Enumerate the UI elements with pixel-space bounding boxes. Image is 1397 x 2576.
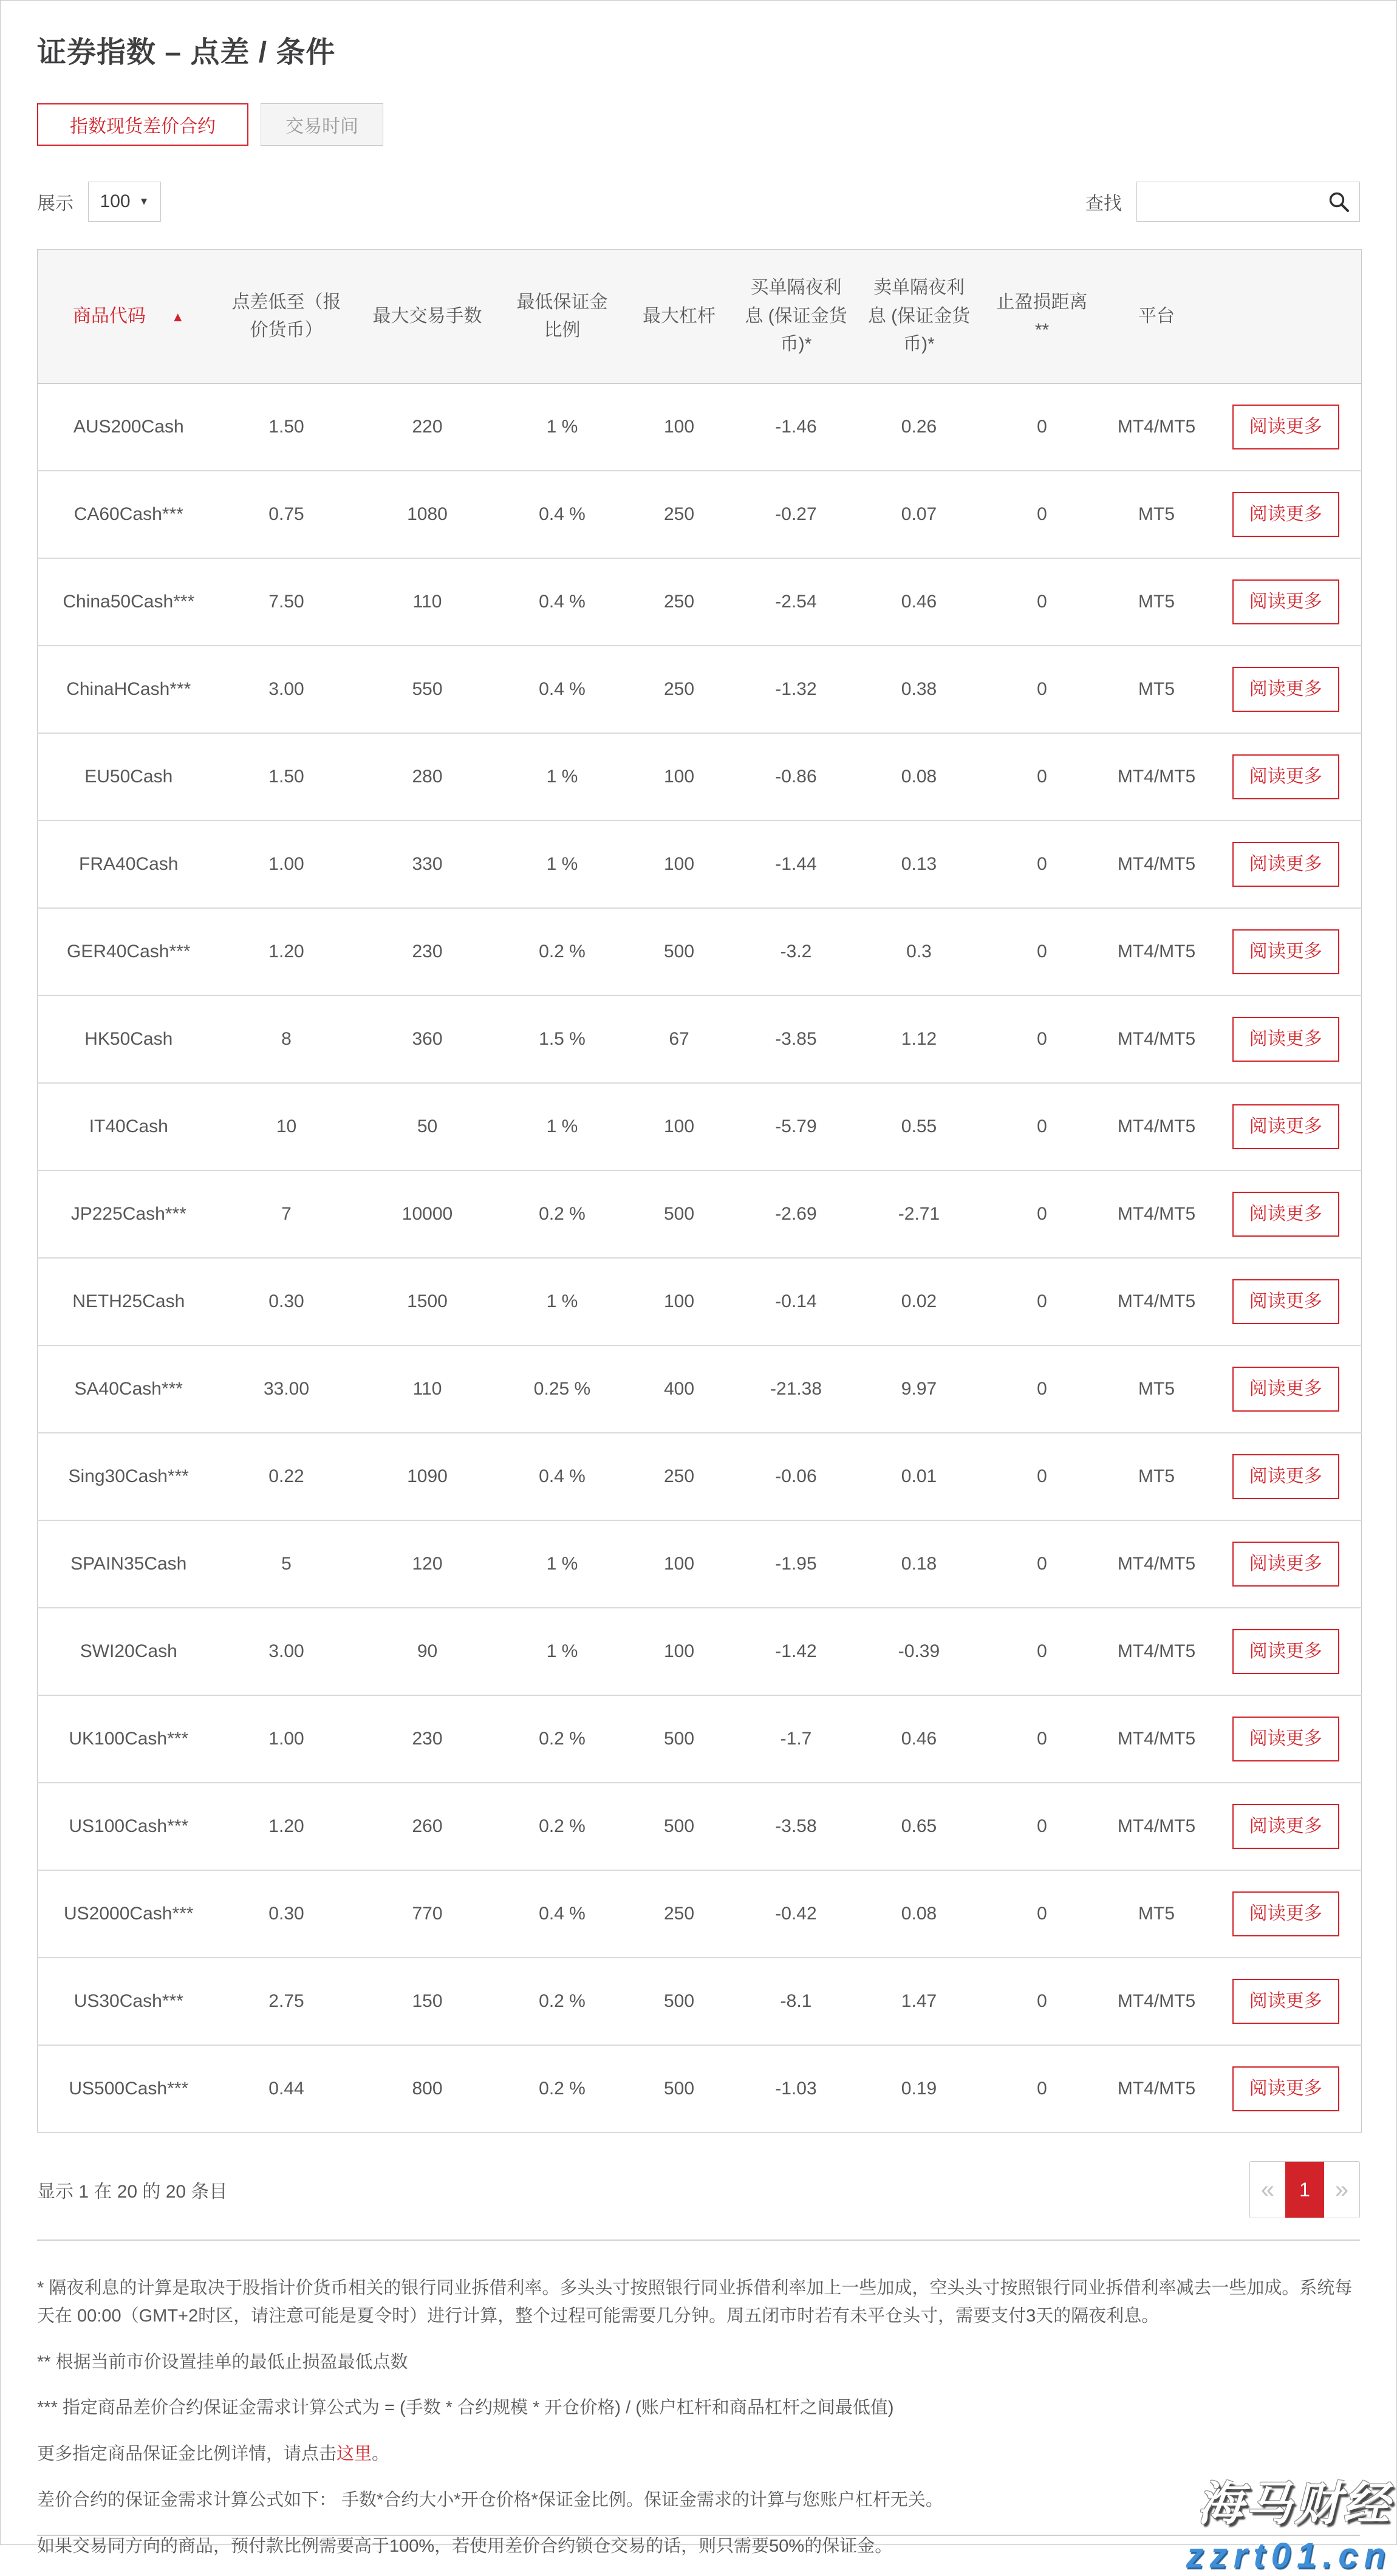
table-row xyxy=(38,1783,1362,1870)
cell-spread: 0.30 xyxy=(220,1870,354,1958)
table-body xyxy=(38,384,1362,2133)
footnote-margin-link-line: 更多指定商品保证金比例详情，请点击这里。 xyxy=(37,2444,390,2464)
cell-platform: MT5 xyxy=(1103,558,1211,646)
cell-sell-swap: 0.26 xyxy=(901,417,937,437)
cell-max-leverage: 500 xyxy=(623,1695,736,1783)
cell-buy-swap: -21.38 xyxy=(736,1345,857,1433)
cell-sell-swap: 1.12 xyxy=(857,996,982,1083)
cell-stop-distance: 0 xyxy=(982,1170,1103,1258)
cell-min-margin: 0.25 % xyxy=(502,1345,623,1433)
table-row xyxy=(38,1083,1362,1170)
cell-stop-distance: 0 xyxy=(982,733,1103,821)
read-more-button[interactable]: 阅读更多 xyxy=(1232,1542,1339,1587)
cell-buy-swap: -0.86 xyxy=(736,733,857,821)
cell-actions xyxy=(1211,821,1362,908)
cell-stop-distance: 0 xyxy=(982,908,1103,996)
cell-platform: MT4/MT5 xyxy=(1103,1258,1211,1345)
cell-code: China50Cash*** xyxy=(38,558,220,646)
table-header-row xyxy=(38,250,1362,384)
cell-platform: MT5 xyxy=(1103,1433,1211,1520)
cell-max-leverage: 100 xyxy=(623,821,736,908)
cell-max-leverage: 100 xyxy=(623,1083,736,1170)
cell-stop-distance: 0 xyxy=(982,1083,1103,1170)
cell-stop-distance: 0 xyxy=(982,558,1103,646)
cell-sell-swap: 0.01 xyxy=(857,1433,982,1520)
cell-stop-distance: 0 xyxy=(982,1520,1103,1608)
cell-actions xyxy=(1211,1520,1362,1608)
cell-buy-swap: -3.58 xyxy=(736,1783,857,1870)
read-more-button[interactable]: 阅读更多 xyxy=(1232,579,1339,624)
here-link[interactable]: 这里 xyxy=(336,2444,372,2464)
cell-actions xyxy=(1211,733,1362,821)
table-row xyxy=(38,821,1362,908)
read-more-button[interactable]: 阅读更多 xyxy=(1232,1192,1339,1237)
cell-max-lots: 120 xyxy=(354,1520,502,1608)
table-row xyxy=(38,1958,1362,2045)
cell-max-leverage: 100 xyxy=(623,733,736,821)
cell-max-leverage: 67 xyxy=(623,996,736,1083)
pagination-page-1[interactable]: 1 xyxy=(1285,2162,1324,2218)
cell-min-margin: 0.4 % xyxy=(502,646,623,733)
cell-buy-swap: -2.54 xyxy=(736,558,857,646)
cell-platform: MT4/MT5 xyxy=(1117,417,1196,437)
results-summary: 显示 1 在 20 的 20 条目 xyxy=(37,2182,228,2202)
cell-buy-swap: -0.42 xyxy=(736,1870,857,1958)
pagination-prev-button[interactable]: « xyxy=(1250,2162,1285,2218)
read-more-button[interactable]: 阅读更多 xyxy=(1232,1629,1339,1674)
cell-buy-swap: -0.14 xyxy=(736,1258,857,1345)
cell-buy-swap: -2.69 xyxy=(736,1170,857,1258)
cell-actions xyxy=(1211,384,1362,471)
cell-sell-swap: 0.65 xyxy=(857,1783,982,1870)
cell-min-margin: 1 % xyxy=(502,1083,623,1170)
cell-sell-swap: 0.02 xyxy=(857,1258,982,1345)
footnote-margin-formula: *** 指定商品差价合约保证金需求计算公式为 = (手数 * 合约规模 * 开仓价格) / (账户杠杆和商品杠杆之间最低值) xyxy=(37,2398,894,2418)
table-row xyxy=(38,1258,1362,1345)
cell-stop-distance: 0 xyxy=(982,821,1103,908)
cell-actions xyxy=(1211,1170,1362,1258)
cell-sell-swap: 0.38 xyxy=(857,646,982,733)
cell-code: US30Cash*** xyxy=(38,1958,220,2045)
footnote-stop-level: ** 根据当前市价设置挂单的最低止损盈最低点数 xyxy=(37,2352,408,2372)
cell-spread: 1.00 xyxy=(220,821,354,908)
cell-max-leverage: 500 xyxy=(623,1958,736,2045)
cell-spread: 5 xyxy=(220,1520,354,1608)
table-row xyxy=(38,2045,1362,2133)
cell-max-lots: 550 xyxy=(354,646,502,733)
table-row xyxy=(38,646,1362,733)
search-label: 查找 xyxy=(1085,194,1122,214)
table-row xyxy=(38,1433,1362,1520)
cell-spread: 1.20 xyxy=(220,908,354,996)
cell-buy-swap: -1.42 xyxy=(736,1608,857,1695)
cell-platform: MT4/MT5 xyxy=(1103,821,1211,908)
cell-stop-distance: 0 xyxy=(1037,417,1047,437)
cell-spread: 1.00 xyxy=(220,1695,354,1783)
cell-max-lots: 90 xyxy=(354,1608,502,1695)
tab-index-cash-cfd[interactable]: 指数现货差价合约 xyxy=(37,103,248,146)
cell-platform: MT4/MT5 xyxy=(1103,1958,1211,2045)
cell-max-lots: 10000 xyxy=(354,1170,502,1258)
cell-spread: 7.50 xyxy=(220,558,354,646)
header-min-margin[interactable]: 最低保证金比例 xyxy=(502,250,623,384)
cell-buy-swap: -3.2 xyxy=(736,908,857,996)
cell-actions xyxy=(1211,646,1362,733)
divider xyxy=(37,2239,1360,2241)
cell-stop-distance: 0 xyxy=(982,1345,1103,1433)
cell-max-lots: 330 xyxy=(354,821,502,908)
header-buy-swap[interactable]: 买单隔夜利息 (保证金货币)* xyxy=(736,250,857,384)
table-row xyxy=(38,1170,1362,1258)
cell-sell-swap: 0.08 xyxy=(857,733,982,821)
cell-stop-distance: 0 xyxy=(982,1958,1103,2045)
read-more-button[interactable]: 阅读更多 xyxy=(1232,929,1339,974)
cell-platform: MT4/MT5 xyxy=(1103,2045,1211,2133)
cell-max-leverage: 250 xyxy=(623,558,736,646)
cell-code: ChinaHCash*** xyxy=(38,646,220,733)
cell-sell-swap: 0.46 xyxy=(857,1695,982,1783)
cell-max-lots: 800 xyxy=(354,2045,502,2133)
read-more-button[interactable]: 阅读更多 xyxy=(1232,754,1339,799)
cell-min-margin: 1 % xyxy=(546,417,578,437)
cell-buy-swap: -1.7 xyxy=(736,1695,857,1783)
cell-max-lots: 280 xyxy=(354,733,502,821)
pagination xyxy=(1249,2161,1360,2218)
cell-actions xyxy=(1211,1608,1362,1695)
cell-buy-swap: -3.85 xyxy=(736,996,857,1083)
cell-code: US500Cash*** xyxy=(38,2045,220,2133)
cell-max-leverage: 250 xyxy=(623,646,736,733)
table-row xyxy=(38,1695,1362,1783)
cell-platform: MT4/MT5 xyxy=(1103,1520,1211,1608)
table-row xyxy=(38,384,1362,471)
cell-stop-distance: 0 xyxy=(982,1870,1103,1958)
cell-code: FRA40Cash xyxy=(38,821,220,908)
cell-sell-swap: -0.39 xyxy=(857,1608,982,1695)
cell-max-lots: 360 xyxy=(354,996,502,1083)
cell-code: SPAIN35Cash xyxy=(38,1520,220,1608)
footnote-cfd-margin: 差价合约的保证金需求计算公式如下： 手数*合约大小*开仓价格*保证金比例。保证金需求的计算与您账户杠杆无关。 xyxy=(37,2490,943,2510)
cell-max-lots: 110 xyxy=(354,1345,502,1433)
cell-buy-swap: -0.27 xyxy=(736,471,857,558)
header-max-lots[interactable]: 最大交易手数 xyxy=(354,250,502,384)
read-more-button[interactable]: 阅读更多 xyxy=(1232,405,1339,449)
read-more-button[interactable]: 阅读更多 xyxy=(1232,1717,1339,1761)
cell-max-leverage: 500 xyxy=(623,2045,736,2133)
cell-code: IT40Cash xyxy=(38,1083,220,1170)
read-more-button[interactable]: 阅读更多 xyxy=(1232,1891,1339,1936)
cell-min-margin: 1.5 % xyxy=(502,996,623,1083)
cell-max-leverage: 500 xyxy=(623,1783,736,1870)
cell-spread: 0.44 xyxy=(220,2045,354,2133)
cell-min-margin: 0.2 % xyxy=(502,2045,623,2133)
cell-max-lots: 260 xyxy=(354,1783,502,1870)
cell-platform: MT5 xyxy=(1103,646,1211,733)
cell-min-margin: 0.4 % xyxy=(502,558,623,646)
cell-actions xyxy=(1211,2045,1362,2133)
cell-code: Sing30Cash*** xyxy=(38,1433,220,1520)
cell-max-lots: 1500 xyxy=(354,1258,502,1345)
cell-actions xyxy=(1211,1083,1362,1170)
cell-sell-swap: 9.97 xyxy=(857,1345,982,1433)
read-more-button[interactable]: 阅读更多 xyxy=(1232,1279,1339,1324)
cell-buy-swap: -1.46 xyxy=(775,417,817,437)
cell-buy-swap: -1.32 xyxy=(736,646,857,733)
tab-trading-hours[interactable]: 交易时间 xyxy=(261,103,383,146)
cell-stop-distance: 0 xyxy=(982,1258,1103,1345)
header-platform[interactable]: 平台 xyxy=(1103,250,1211,384)
cell-code: US2000Cash*** xyxy=(38,1870,220,1958)
watermark-brand: 海马财经 xyxy=(1197,2478,1392,2530)
spreads-table xyxy=(37,249,1362,2133)
cell-min-margin: 0.4 % xyxy=(502,1433,623,1520)
cell-max-lots: 1090 xyxy=(354,1433,502,1520)
cell-actions xyxy=(1211,558,1362,646)
table-controls xyxy=(37,181,1360,222)
cell-code: CA60Cash*** xyxy=(38,471,220,558)
sort-asc-icon: ▲ xyxy=(171,309,185,324)
cell-stop-distance: 0 xyxy=(982,1433,1103,1520)
cell-min-margin: 1 % xyxy=(502,821,623,908)
cell-min-margin: 0.2 % xyxy=(502,1783,623,1870)
cell-sell-swap: 0.07 xyxy=(857,471,982,558)
cell-max-lots: 1080 xyxy=(354,471,502,558)
read-more-button[interactable]: 阅读更多 xyxy=(1232,2066,1339,2111)
cell-min-margin: 0.2 % xyxy=(502,1958,623,2045)
cell-spread: 2.75 xyxy=(220,1958,354,2045)
watermark-site: zzrt01.cn xyxy=(1186,2536,1392,2575)
footnotes xyxy=(37,2275,1360,2561)
cell-stop-distance: 0 xyxy=(982,1783,1103,1870)
bottom-divider xyxy=(37,2535,1360,2536)
cell-max-lots: 110 xyxy=(354,558,502,646)
cell-spread: 3.00 xyxy=(220,646,354,733)
cell-min-margin: 1 % xyxy=(502,1608,623,1695)
cell-sell-swap: 0.18 xyxy=(857,1520,982,1608)
cell-min-margin: 0.2 % xyxy=(502,908,623,996)
table-row xyxy=(38,1345,1362,1433)
cell-buy-swap: -1.03 xyxy=(736,2045,857,2133)
cell-max-lots: 230 xyxy=(354,908,502,996)
cell-buy-swap: -0.06 xyxy=(736,1433,857,1520)
cell-spread: 0.75 xyxy=(220,471,354,558)
table-row xyxy=(38,1608,1362,1695)
cell-actions xyxy=(1211,471,1362,558)
cell-min-margin: 0.4 % xyxy=(502,471,623,558)
cell-buy-swap: -1.95 xyxy=(736,1520,857,1608)
cell-min-margin: 1 % xyxy=(502,733,623,821)
cell-code: UK100Cash*** xyxy=(38,1695,220,1783)
cell-sell-swap: 0.55 xyxy=(857,1083,982,1170)
cell-spread: 3.00 xyxy=(220,1608,354,1695)
cell-stop-distance: 0 xyxy=(982,646,1103,733)
cell-min-margin: 1 % xyxy=(502,1258,623,1345)
cell-platform: MT4/MT5 xyxy=(1103,1783,1211,1870)
cell-sell-swap: 0.19 xyxy=(857,2045,982,2133)
cell-sell-swap: 0.46 xyxy=(857,558,982,646)
read-more-button[interactable]: 阅读更多 xyxy=(1232,1979,1339,2024)
table-row xyxy=(38,1870,1362,1958)
cell-sell-swap: 0.08 xyxy=(857,1870,982,1958)
pagination-next-button[interactable]: » xyxy=(1324,2162,1359,2218)
cell-code: US100Cash*** xyxy=(38,1783,220,1870)
header-code[interactable]: 商品代码 ▲ xyxy=(38,250,220,384)
read-more-button[interactable]: 阅读更多 xyxy=(1232,1367,1339,1412)
cell-stop-distance: 0 xyxy=(982,2045,1103,2133)
cell-code: SA40Cash*** xyxy=(38,1345,220,1433)
cell-max-leverage: 400 xyxy=(623,1345,736,1433)
page-size-value: 100 xyxy=(100,191,131,211)
cell-actions xyxy=(1211,1258,1362,1345)
cell-code: GER40Cash*** xyxy=(38,908,220,996)
cell-sell-swap: 1.47 xyxy=(857,1958,982,2045)
cell-spread: 1.20 xyxy=(220,1783,354,1870)
cell-stop-distance: 0 xyxy=(982,471,1103,558)
cell-platform: MT5 xyxy=(1103,471,1211,558)
cell-stop-distance: 0 xyxy=(982,1695,1103,1783)
read-more-button[interactable]: 阅读更多 xyxy=(1232,667,1339,712)
read-more-button[interactable]: 阅读更多 xyxy=(1232,1104,1339,1149)
cell-max-lots: 150 xyxy=(354,1958,502,2045)
cell-actions xyxy=(1211,1783,1362,1870)
cell-actions xyxy=(1211,1870,1362,1958)
cell-buy-swap: -5.79 xyxy=(736,1083,857,1170)
table-row xyxy=(38,1520,1362,1608)
cell-max-leverage: 250 xyxy=(623,1433,736,1520)
cell-stop-distance: 0 xyxy=(982,996,1103,1083)
page-size-dropdown[interactable] xyxy=(88,182,161,222)
table-row xyxy=(38,996,1362,1083)
read-more-button[interactable]: 阅读更多 xyxy=(1232,1804,1339,1849)
cell-sell-swap: 0.3 xyxy=(857,908,982,996)
cell-spread: 1.50 xyxy=(220,733,354,821)
cell-platform: MT5 xyxy=(1103,1345,1211,1433)
cell-min-margin: 1 % xyxy=(502,1520,623,1608)
cell-actions xyxy=(1211,996,1362,1083)
cell-actions xyxy=(1211,908,1362,996)
cell-spread: 33.00 xyxy=(220,1345,354,1433)
table-row xyxy=(38,908,1362,996)
cell-spread: 1.50 xyxy=(268,417,304,437)
read-more-button[interactable]: 阅读更多 xyxy=(1232,1017,1339,1062)
cell-code: NETH25Cash xyxy=(38,1258,220,1345)
cell-max-lots: 230 xyxy=(354,1695,502,1783)
search-input[interactable] xyxy=(1136,182,1360,222)
cell-max-leverage: 100 xyxy=(623,1258,736,1345)
cell-platform: MT4/MT5 xyxy=(1103,1695,1211,1783)
cell-max-lots: 220 xyxy=(412,417,443,437)
cell-actions xyxy=(1211,1345,1362,1433)
cell-max-lots: 50 xyxy=(354,1083,502,1170)
search-icon xyxy=(1327,190,1350,213)
header-sell-swap[interactable]: 卖单隔夜利息 (保证金货币)* xyxy=(857,250,982,384)
cell-actions xyxy=(1211,1433,1362,1520)
table-row xyxy=(38,558,1362,646)
tabs xyxy=(37,103,1360,146)
table-row xyxy=(38,733,1362,821)
footnote-hedging: 如果交易同方向的商品，预付款比例需要高于100%，若使用差价合约锁仓交易的话，则只需要50%的保证金。 xyxy=(37,2536,893,2556)
cell-sell-swap: -2.71 xyxy=(857,1170,982,1258)
cell-max-leverage: 100 xyxy=(663,417,695,437)
cell-spread: 7 xyxy=(220,1170,354,1258)
cell-max-leverage: 100 xyxy=(623,1520,736,1608)
cell-platform: MT4/MT5 xyxy=(1103,1083,1211,1170)
header-stop-distance[interactable]: 止盈损距离** xyxy=(982,250,1103,384)
cell-platform: MT4/MT5 xyxy=(1103,908,1211,996)
cell-min-margin: 0.2 % xyxy=(502,1170,623,1258)
cell-code: HK50Cash xyxy=(38,996,220,1083)
cell-code: SWI20Cash xyxy=(38,1608,220,1695)
chevron-down-icon: ▼ xyxy=(138,196,149,207)
page-title: 证券指数 – 点差 / 条件 xyxy=(37,36,336,69)
cell-spread: 10 xyxy=(220,1083,354,1170)
header-actions xyxy=(1211,250,1362,384)
cell-max-leverage: 250 xyxy=(623,471,736,558)
cell-max-leverage: 500 xyxy=(623,908,736,996)
cell-actions xyxy=(1211,1695,1362,1783)
show-label: 展示 xyxy=(37,194,73,214)
header-spread[interactable]: 点差低至（报价货币） xyxy=(220,250,354,384)
cell-max-leverage: 500 xyxy=(623,1170,736,1258)
cell-platform: MT4/MT5 xyxy=(1103,1608,1211,1695)
header-max-leverage[interactable]: 最大杠杆 xyxy=(623,250,736,384)
read-more-button[interactable]: 阅读更多 xyxy=(1232,842,1339,887)
cell-min-margin: 0.4 % xyxy=(502,1870,623,1958)
cell-buy-swap: -8.1 xyxy=(736,1958,857,2045)
read-more-button[interactable]: 阅读更多 xyxy=(1232,492,1339,537)
cell-max-leverage: 250 xyxy=(623,1870,736,1958)
cell-spread: 0.30 xyxy=(220,1258,354,1345)
cell-max-leverage: 100 xyxy=(623,1608,736,1695)
cell-actions xyxy=(1211,1958,1362,2045)
cell-code: EU50Cash xyxy=(38,733,220,821)
cell-spread: 0.22 xyxy=(220,1433,354,1520)
read-more-button[interactable]: 阅读更多 xyxy=(1232,1454,1339,1499)
cell-max-lots: 770 xyxy=(354,1870,502,1958)
cell-code: JP225Cash*** xyxy=(38,1170,220,1258)
cell-stop-distance: 0 xyxy=(982,1608,1103,1695)
cell-min-margin: 0.2 % xyxy=(502,1695,623,1783)
cell-platform: MT4/MT5 xyxy=(1103,996,1211,1083)
cell-sell-swap: 0.13 xyxy=(857,821,982,908)
cell-platform: MT4/MT5 xyxy=(1103,1170,1211,1258)
cell-platform: MT4/MT5 xyxy=(1103,733,1211,821)
table-row xyxy=(38,471,1362,558)
cell-buy-swap: -1.44 xyxy=(736,821,857,908)
cell-code: AUS200Cash xyxy=(73,417,184,437)
cell-spread: 8 xyxy=(220,996,354,1083)
cell-platform: MT5 xyxy=(1103,1870,1211,1958)
footnote-swap-calc: * 隔夜利息的计算是取决于股指计价货币相关的银行同业拆借利率。多头头寸按照银行同业拆借利率加上一些加成，空头头寸按照银行同业拆借利率减去一些加成。系统每天在 00:00（GMT+2时区，请注意可能是夏令时）进行计算，整个过程可能需要几分钟。周五闭市时若有未平仓头寸，需要支付3天的隔夜利息。 xyxy=(37,2278,1353,2326)
